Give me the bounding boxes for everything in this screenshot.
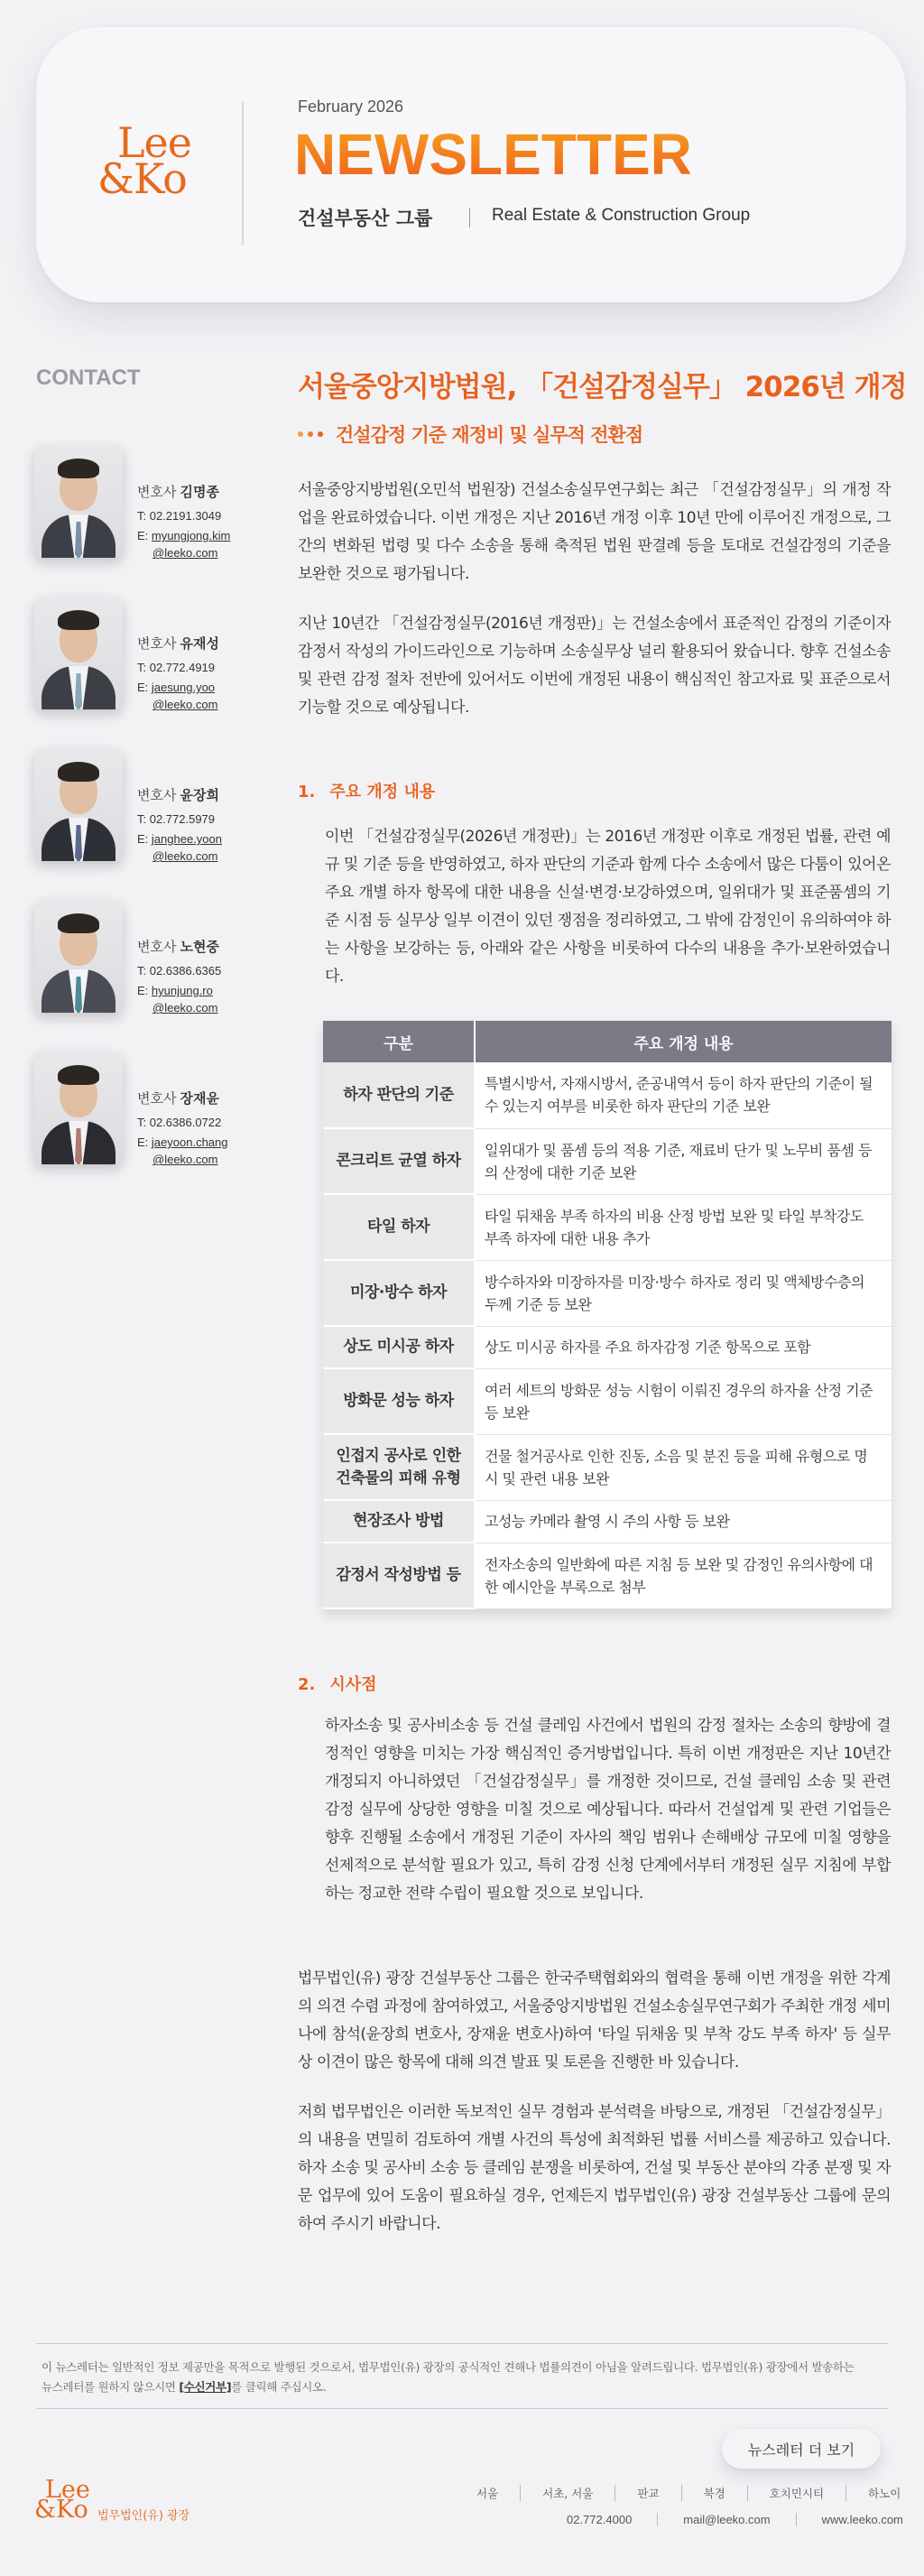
intro-paragraph-2: 지난 10년간 「건설감정실무(2016년 개정판)」는 건설소송에서 표준적인 감정의 기준이자 감정서 작성의 가이드라인으로 기능하며 소송실무상 널리 활용되어 왔습니다. 향후 건설소송 및 관련 감정 절차 전반에 있어서도 이번에 개정된 내용이 핵심적인 참고자료 및 표준으로서 기능할 것으로 예상됩니다.: [298, 615, 891, 717]
email-link[interactable]: hyunjung.ro: [151, 984, 213, 997]
group-name-separator: [469, 208, 470, 227]
logo-text-line1: Lee: [117, 118, 191, 167]
revision-table: [323, 1021, 892, 1609]
group-name-korean: 건설부동산 그룹: [298, 208, 433, 229]
newsletter-title: NEWSLETTER: [294, 122, 692, 187]
contact-name: 변호사 유재성: [137, 635, 219, 652]
firm-website-link[interactable]: www.leeko.com: [821, 2513, 903, 2526]
office-item: 호치민시티: [748, 2485, 846, 2501]
office-item: 판교: [615, 2485, 681, 2501]
email-link-domain[interactable]: @leeko.com: [152, 1001, 218, 1015]
issue-date: February 2026: [298, 97, 404, 116]
lawyer-photo: [34, 899, 123, 1013]
header-divider: [242, 101, 244, 246]
office-list: [469, 2485, 901, 2501]
contact-email[interactable]: E: jaeyoon.chang @leeko.com: [137, 1135, 228, 1166]
table-row: 타일 하자 타일 뒤채움 부족 하자의 비용 산정 방법 보완 및 타일 부착강도 부족 하자에 대한 내용 추가: [323, 1194, 892, 1260]
email-link-domain[interactable]: @leeko.com: [152, 698, 218, 711]
email-link[interactable]: myungjong.kim: [151, 529, 231, 542]
dots-icon: [298, 431, 323, 437]
closing-paragraph-2: 저희 법무법인은 이러한 독보적인 실무 경험과 분석력을 바탕으로, 개정된 「건설감정실무」의 내용을 면밀히 검토하여 개별 사건의 특성에 최적화된 법률 서비스를 제공하고 있습니다. 하자 소송 및 공사비 소송 등 클레임 분쟁을 비롯하여, 건설 및 부동산 분야의 각종 분쟁 및 자문 업무에 있어 도움이 필요하실 경우, 언제든지 법무법인(유) 광장 건설부동산 그룹에 문의하여 주시기 바랍니다.: [298, 2103, 891, 2233]
lawyer-photo: [34, 1051, 123, 1164]
email-link[interactable]: jaeyoon.chang: [151, 1135, 228, 1149]
closing-paragraph-1: 법무법인(유) 광장 건설부동산 그룹은 한국주택협회와의 협력을 통해 이번 개정을 위한 각계의 의견 수렴 과정에 참여하였고, 서울중앙지방법원 건설소송실무연구회가 주최한 개정 세미나에 참석(윤장희 변호사, 장재윤 변호사)하여 '타일 뒤채움 및 부착 강도 부족 하자' 등 실무상 이견이 많은 항목에 대해 의견 발표 및 토론을 진행한 바 있습니다.: [298, 1969, 891, 2071]
section-2-heading: 2. 시사점: [298, 1675, 377, 1694]
contact-card: [34, 747, 269, 865]
contact-name: 변호사 김명종: [137, 484, 219, 500]
office-item: 서울: [469, 2485, 521, 2501]
table-row: 미장·방수 하자 방수하자와 미장하자를 미장·방수 하자로 정리 및 액체방수층의 두께 기준 등 보완: [323, 1260, 892, 1326]
contact-email[interactable]: E: janghee.yoon @leeko.com: [137, 832, 222, 863]
disclaimer: 이 뉴스레터는 일반적인 정보 제공만을 목적으로 발행된 것으로서, 법무법인(유) 광장의 공식적인 견해나 법률의견이 아님을 알려드립니다. 법무법인(유) 광장에서 발송하는 뉴스레터를 원하지 않으시면 [수신거부]를 클릭해 주십시오.: [42, 2360, 855, 2394]
table-row: 감정서 작성방법 등 전자소송의 일반화에 따른 지침 등 보완 및 감정인 유의사항에 대한 예시안을 부록으로 첨부: [323, 1543, 892, 1608]
article-subtitle: 건설감정 기준 재정비 및 실무적 전환점: [336, 424, 643, 446]
footer-logo: [34, 2476, 197, 2534]
contact-card: [34, 1051, 269, 1168]
lee-ko-logo: [97, 118, 206, 224]
office-item: 서초, 서울: [521, 2485, 615, 2501]
footer-divider-bottom: [36, 2408, 888, 2409]
firm-phone: 02.772.4000: [541, 2513, 658, 2526]
table-row: 상도 미시공 하자 상도 미시공 하자를 주요 하자감정 기준 항목으로 포함: [323, 1326, 892, 1368]
contact-email[interactable]: E: myungjong.kim @leeko.com: [137, 529, 231, 560]
contact-email[interactable]: E: hyunjung.ro @leeko.com: [137, 984, 218, 1015]
table-row: 콘크리트 균열 하자 일위대가 및 품셈 등의 적용 기준, 재료비 단가 및 노무비 품셈 등의 산정에 대한 기준 보완: [323, 1128, 892, 1194]
unsubscribe-link[interactable]: [수신거부]: [179, 2380, 232, 2394]
footer-divider-top: [36, 2343, 888, 2344]
email-link-domain[interactable]: @leeko.com: [152, 849, 218, 863]
lawyer-photo: [34, 747, 123, 861]
contact-card: [34, 596, 269, 713]
contact-phone: T: 02.772.4919: [137, 661, 216, 674]
article-title: 서울중앙지방법원, 「건설감정실무」 2026년 개정: [298, 371, 907, 403]
email-link-domain[interactable]: @leeko.com: [152, 1153, 218, 1166]
contact-phone: T: 02.2191.3049: [137, 509, 222, 523]
contact-card: [34, 899, 269, 1016]
email-link-domain[interactable]: @leeko.com: [152, 546, 218, 560]
footer-logo-text-line2: &Ko: [34, 2496, 88, 2524]
table-header-content: 주요 개정 내용: [475, 1021, 892, 1062]
article-subtitle-row: [298, 421, 642, 448]
contact-phone: T: 02.6386.6365: [137, 964, 222, 978]
contact-phone: T: 02.772.5979: [137, 812, 216, 826]
newsletter-header: [36, 27, 906, 302]
lawyer-photo: [34, 596, 123, 709]
contact-name: 변호사 장재윤: [137, 1090, 219, 1107]
office-item: 하노이: [868, 2487, 901, 2500]
lawyer-photo: [34, 444, 123, 558]
contact-heading: CONTACT: [36, 366, 141, 390]
logo-text-line2: &Ko: [97, 154, 187, 203]
group-name-english: Real Estate & Construction Group: [492, 206, 751, 225]
firm-contact-line: [541, 2513, 903, 2526]
contact-card: [34, 444, 269, 561]
email-link[interactable]: janghee.yoon: [151, 832, 222, 846]
office-item: 북경: [682, 2485, 748, 2501]
table-row: 하자 판단의 기준 특별시방서, 자재시방서, 준공내역서 등이 하자 판단의 기준이 될 수 있는지 여부를 비롯한 하자 판단의 기준 보완: [323, 1062, 892, 1128]
footer-firm-name: 법무법인(유) 광장: [97, 2509, 190, 2523]
section-1-body: 이번 「건설감정실무(2026년 개정판)」는 2016년 개정판 이후로 개정된 법률, 관련 예규 및 기준 등을 반영하였고, 하자 판단의 기준과 함께 다수 소송에서 많은 다툼이 있어온 주요 개별 하자 항목에 대한 내용을 신설·변경·보강하였으며, 일위대가 및 표준품셈의 기준 시점 등 실무상 일부 이견이 있던 쟁점을 정리하였고, 그 밖에 감정인이 유의하여야 하는 사항을 보강하는 등, 아래와 같은 사항을 비롯하여 다수의 내용을 추가·보완하였습니다.: [325, 828, 891, 986]
contact-phone: T: 02.6386.0722: [137, 1116, 222, 1129]
intro-paragraph-1: 서울중앙지방법원(오민석 법원장) 건설소송실무연구회는 최근 「건설감정실무」의 개정 작업을 완료하였습니다. 이번 개정은 지난 2016년 개정 이후 10년 만에 이루어진 개정으로, 그간의 변화된 법령 및 다수 소송을 통해 축적된 법원 판결례 등을 토대로 건설감정의 기준을 보완한 것으로 평가됩니다.: [298, 481, 891, 583]
footer-logo-text-line1: Lee: [45, 2476, 90, 2504]
table-header-category: 구분: [323, 1021, 475, 1062]
email-link[interactable]: jaesung.yoo: [151, 681, 216, 694]
table-row: 방화문 성능 하자 여러 세트의 방화문 성능 시험이 이뤄진 경우의 하자율 산정 기준 등 보완: [323, 1368, 892, 1434]
contact-email[interactable]: E: jaesung.yoo @leeko.com: [137, 681, 218, 711]
table-row: 현장조사 방법 고성능 카메라 촬영 시 주의 사항 등 보완: [323, 1500, 892, 1543]
contact-name: 변호사 노현중: [137, 939, 219, 955]
firm-email-link[interactable]: mail@leeko.com: [658, 2513, 796, 2526]
contact-name: 변호사 윤장희: [137, 787, 219, 803]
table-row: 인접지 공사로 인한 건축물의 피해 유형 건물 철거공사로 인한 진동, 소음 및 분진 등을 피해 유형으로 명시 및 관련 내용 보완: [323, 1434, 892, 1500]
more-newsletters-button[interactable]: 뉴스레터 더 보기: [722, 2429, 881, 2469]
section-2-body: 하자소송 및 공사비소송 등 건설 클레임 사건에서 법원의 감정 절차는 소송의 향방에 결정적인 영향을 미치는 가장 핵심적인 증거방법입니다. 특히 이번 개정판은 지난 10년간 개정되지 아니하였던 「건설감정실무」를 개정한 것이므로, 건설 클레임 소송 및 관련 감정 실무에 상당한 영향을 미칠 것으로 예상됩니다. 따라서 건설업계 및 관련 기업들은 향후 진행될 소송에서 개정된 기준이 자사의 책임 범위나 손해배상 규모에 미칠 영향을 선제적으로 분석할 필요가 있고, 특히 감정 신청 단계에서부터 개정된 실무 지침에 부합하는 정교한 전략 수립이 필요할 것으로 보입니다.: [325, 1717, 891, 1903]
section-1-heading: 1. 주요 개정 내용: [298, 783, 436, 802]
